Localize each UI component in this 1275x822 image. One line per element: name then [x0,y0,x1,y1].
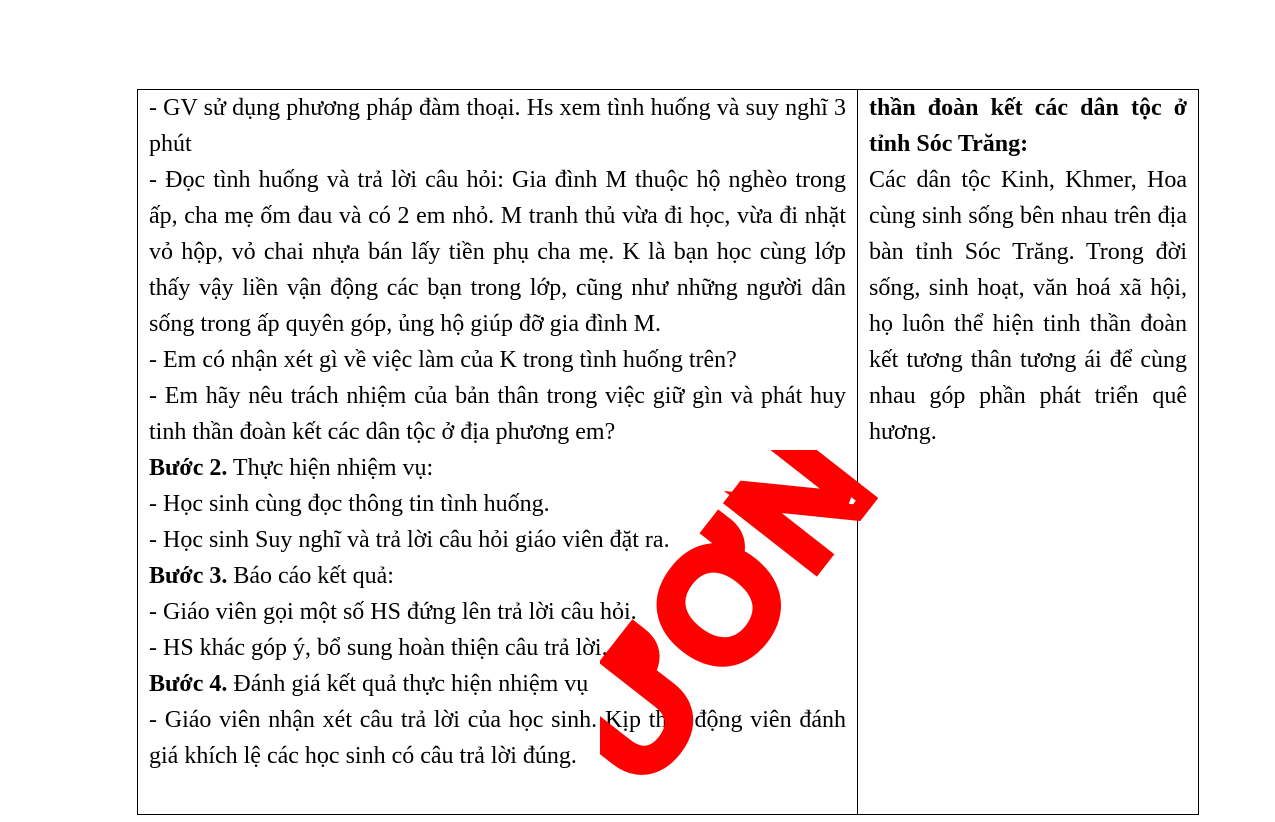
step-2-label: Bước 2. [149,455,228,481]
content-body: Các dân tộc Kinh, Khmer, Hoa cùng sinh sống bên nhau trên địa bàn tỉnh Sóc Trăng. Trong đời sống, sinh hoạt, văn hoá xã hội, họ luôn thể hiện tinh thần đoàn kết tương thân tương ái để cùng nhau góp phần phát triển quê hương. [869,167,1187,445]
step-4 [149,666,846,702]
step-4-label: Bước 4. [149,671,228,697]
step-2-text: Thực hiện nhiệm vụ: [227,455,434,481]
paragraph-situation: - Đọc tình huống và trả lời câu hỏi: Gia đình M thuộc hộ nghèo trong ấp, cha mẹ ốm đau và có 2 em nhỏ. M tranh thủ vừa đi học, vừa đi nhặt vỏ hộp, vỏ chai nhựa bán lấy tiền phụ cha mẹ. K là bạn học cùng lớp thấy vậy liền vận động các bạn trong lớp, cũng như những người dân sống trong ấp quyên góp, ủng hộ giúp đỡ gia đình M. [149,167,846,337]
content-column [858,90,1199,815]
watermark-text: ƯƠN [600,450,905,810]
step-3-item-2: - HS khác góp ý, bổ sung hoàn thiện câu trả lời. [149,635,608,661]
paragraph-method: - GV sử dụng phương pháp đàm thoại. Hs xem tình huống và suy nghĩ 3 phút [149,95,846,157]
step-3-text: Báo cáo kết quả: [227,563,394,589]
step-3-label: Bước 3. [149,563,228,589]
step-2-item-2: - Học sinh Suy nghĩ và trả lời câu hỏi giáo viên đặt ra. [149,527,670,553]
step-3-item-1: - Giáo viên gọi một số HS đứng lên trả lời câu hỏi. [149,599,637,625]
table-row [138,90,1199,815]
question-2: - Em hãy nêu trách nhiệm của bản thân trong việc giữ gìn và phát huy tinh thần đoàn kết các dân tộc ở địa phương em? [149,383,846,445]
step-2 [149,450,846,486]
activity-column [138,90,858,815]
step-4-text: Đánh giá kết quả thực hiện nhiệm vụ [227,671,589,697]
question-1: - Em có nhận xét gì về việc làm của K trong tình huống trên? [149,347,737,373]
step-4-item-1: - Giáo viên nhận xét câu trả lời của học sinh. Kịp thời động viên đánh giá khích lệ các học sinh có câu trả lời đúng. [149,707,846,769]
step-3 [149,558,846,594]
step-2-item-1: - Học sinh cùng đọc thông tin tình huống. [149,491,550,517]
lesson-table [137,89,1199,815]
content-heading: thần đoàn kết các dân tộc ở tỉnh Sóc Trăng: [869,95,1187,157]
